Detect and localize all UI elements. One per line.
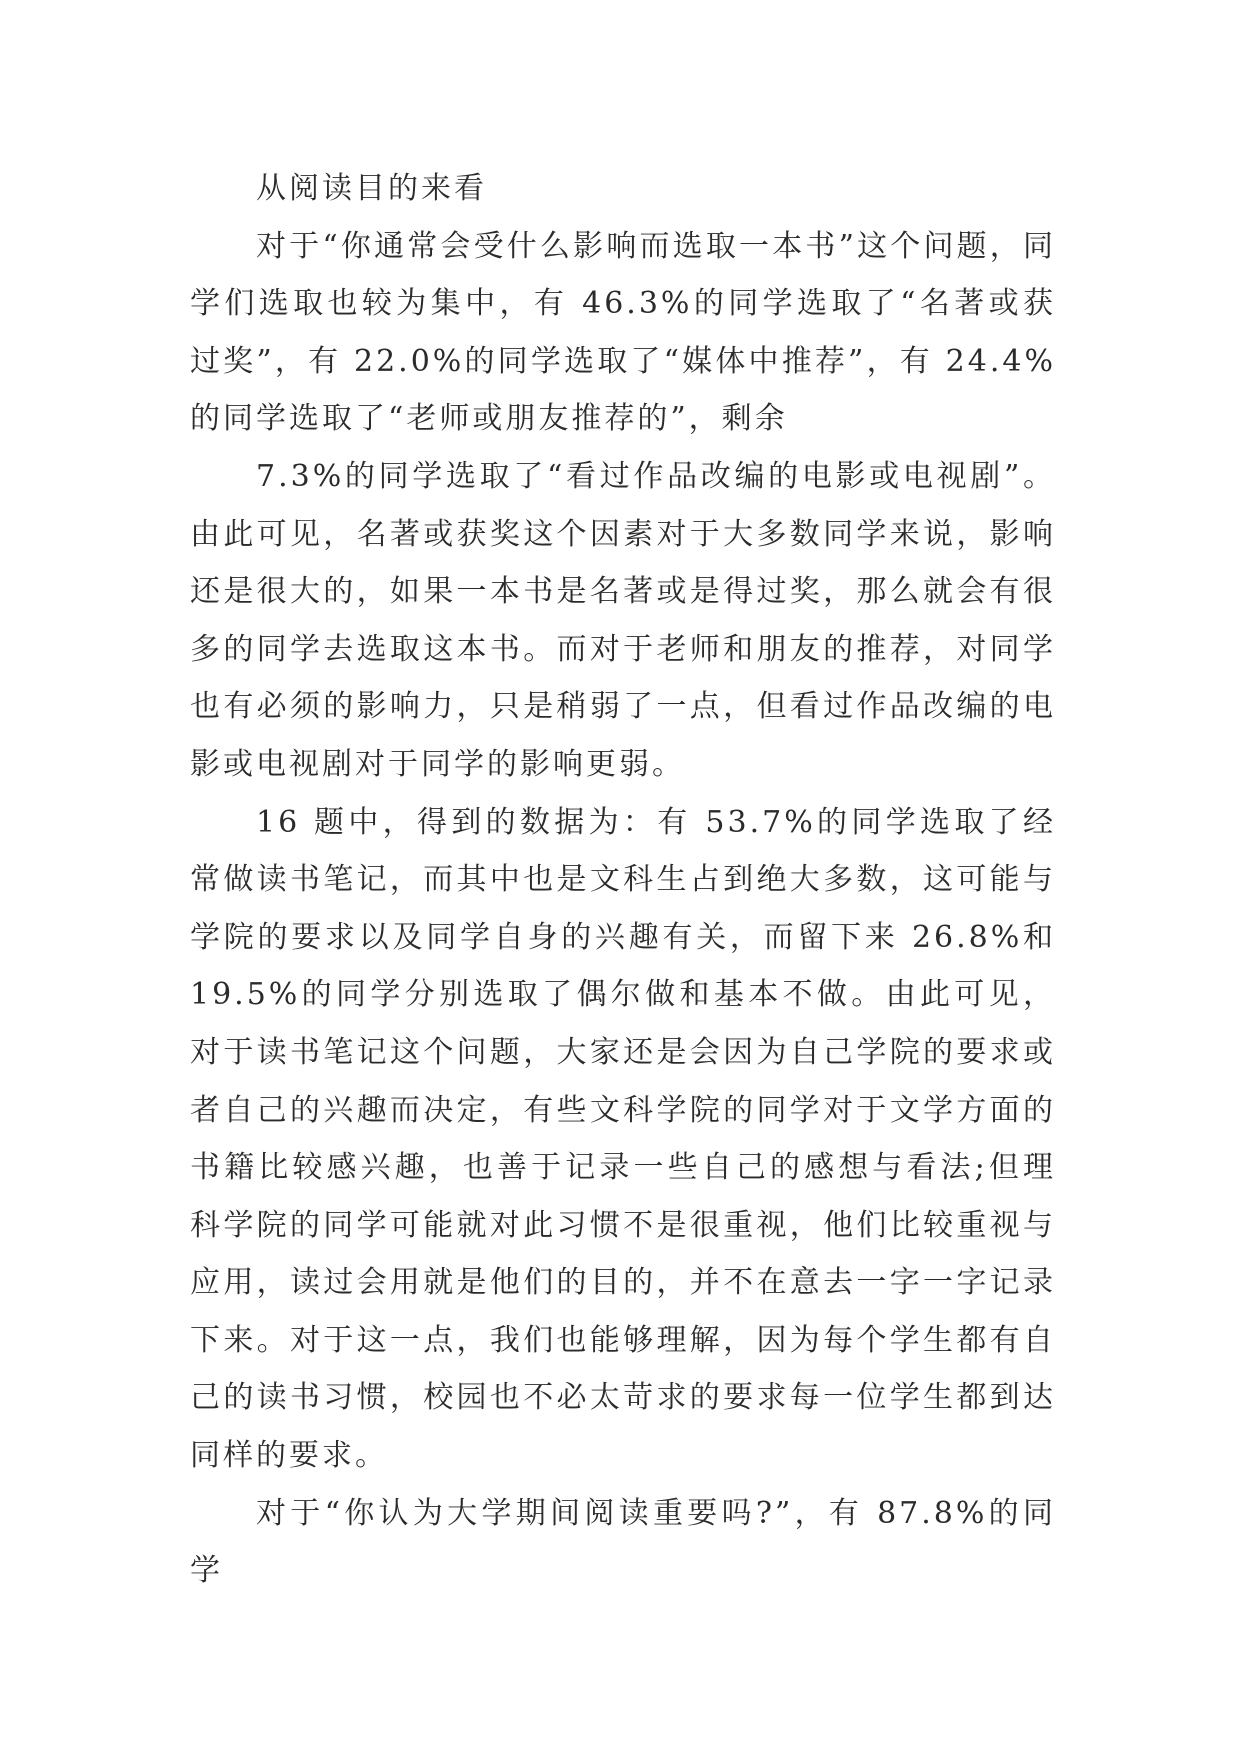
section-heading: 从阅读目的来看 (256, 171, 487, 206)
document-body (190, 160, 1056, 1600)
paragraph-book-selection: 对于“你通常会受什么影响而选取一本书”这个问题，同学们选取也较为集中，有 46.3%的同学选取了“名著或获过奖”，有 22.0%的同学选取了“媒体中推荐”，有 24.4%的同学选取了“老师或朋友推荐的”，剩余 (190, 228, 1056, 437)
paragraph-reading-notes: 16 题中，得到的数据为：有 53.7%的同学选取了经常做读书笔记，而其中也是文科生占到绝大多数，这可能与学院的要求以及同学自身的兴趣有关，而留下来 26.8%和 19.5%的同学分别选取了偶尔做和基本不做。由此可见，对于读书笔记这个问题，大家还是会因为自己学院的要求或者自己的兴趣而决定，有些文科学院的同学对于文学方面的书籍比较感兴趣，也善于记录一些自己的感想与看法;但理科学院的同学可能就对此习惯不是很重视，他们比较重视与应用，读过会用就是他们的目的，并不在意去一字一字记录下来。对于这一点，我们也能够理解，因为每个学生都有自己的读书习惯，校园也不必太苛求的要求每一位学生都到达同样的要求。 (190, 804, 1056, 1474)
paragraph-selection-analysis: 7.3%的同学选取了“看过作品改编的电影或电视剧”。由此可见，名著或获奖这个因素对于大多数同学来说，影响还是很大的，如果一本书是名著或是得过奖，那么就会有很多的同学去选取这本书。而对于老师和朋友的推荐，对同学也有必须的影响力，只是稍弱了一点，但看过作品改编的电影或电视剧对于同学的影响更弱。 (190, 458, 1056, 782)
paragraph-reading-importance: 对于“你认为大学期间阅读重要吗?”，有 87.8%的同学 (190, 1495, 1056, 1589)
